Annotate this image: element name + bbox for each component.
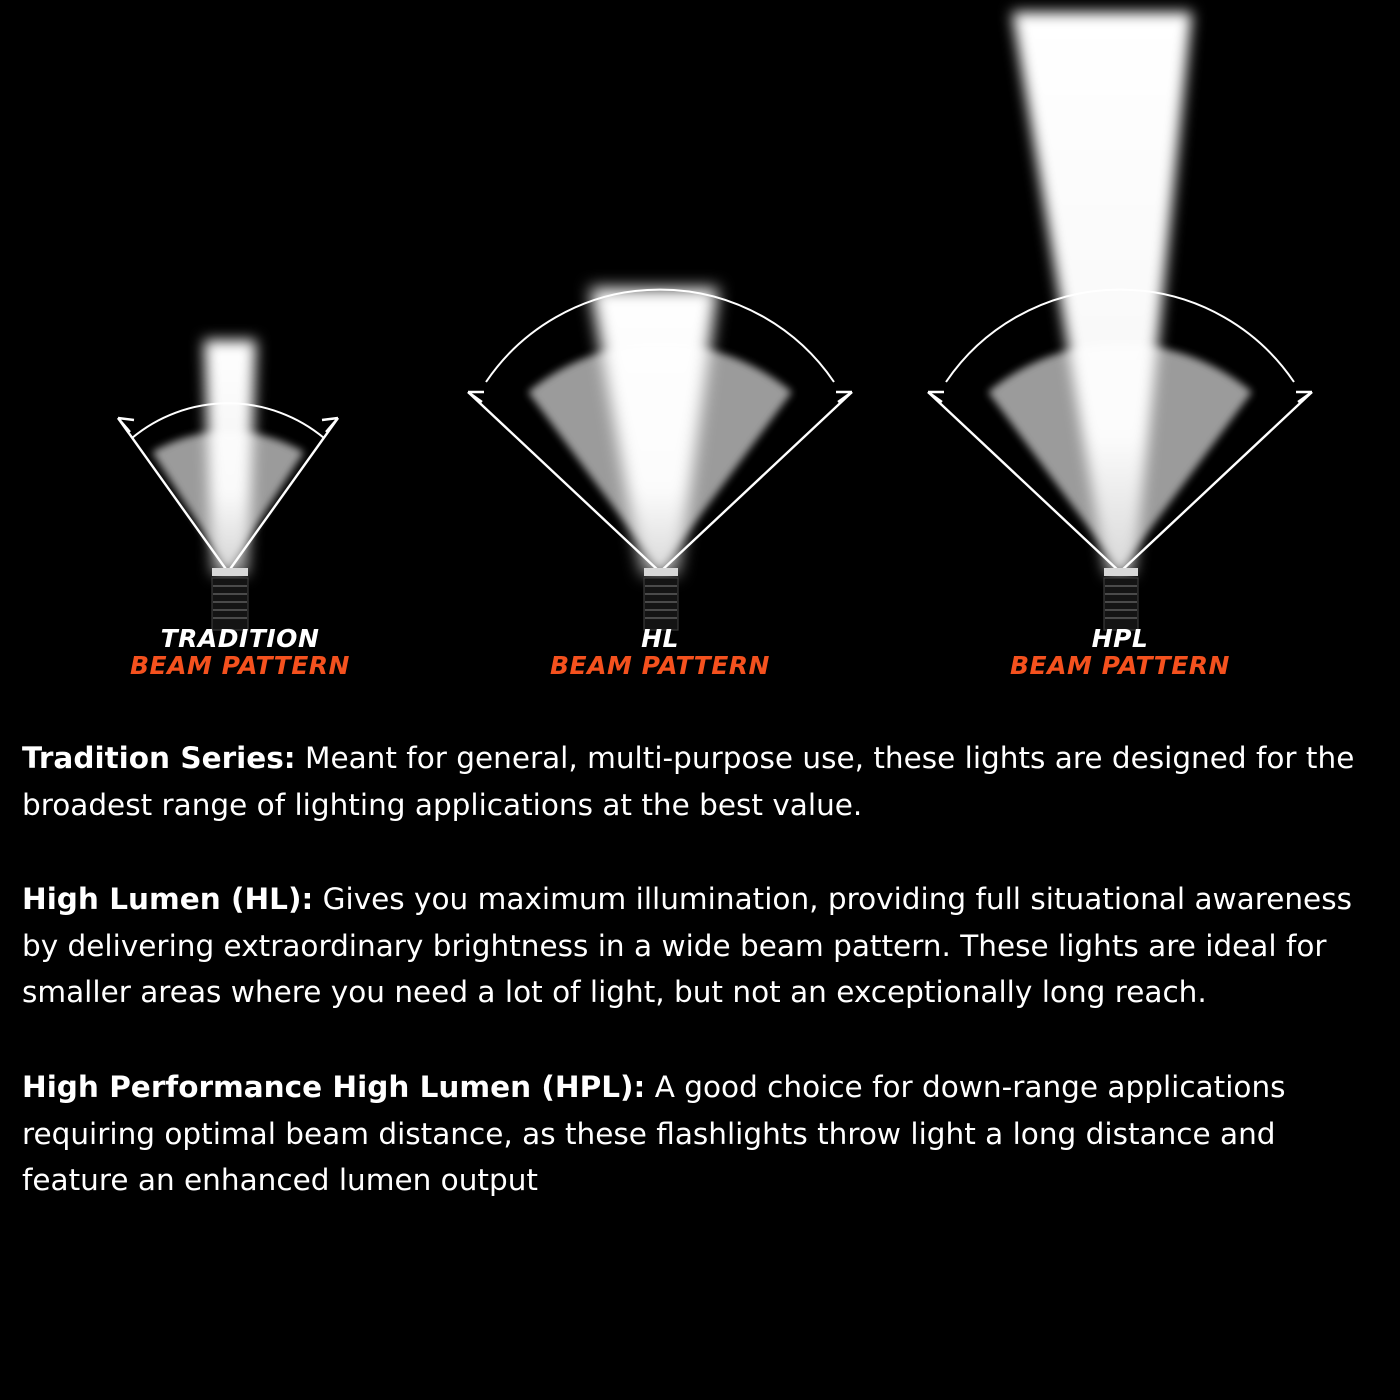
beam-label-title: HPL [1091, 624, 1149, 653]
beam-label-subtitle: BEAM PATTERN [130, 651, 350, 680]
beam-figure-hl-graphic [450, 0, 870, 710]
beam-figure-hpl [910, 0, 1330, 710]
paragraph-hpl [22, 1064, 1382, 1204]
center-beam [204, 340, 256, 575]
beam-figure-hpl-graphic [910, 0, 1330, 710]
beam-label-subtitle: BEAM PATTERN [1010, 651, 1230, 680]
description-block [22, 735, 1382, 1204]
beam-label-title: TRADITION [160, 624, 320, 653]
beam-figure-tradition-graphic [60, 0, 420, 710]
flashlight-body [644, 568, 678, 630]
beam-label-title: HL [641, 624, 679, 653]
paragraph-hl [22, 876, 1382, 1016]
paragraph-lead: High Performance High Lumen (HPL): [22, 1070, 646, 1105]
paragraph-body: Gives you maximum illumination, providing full situational awareness by delivering extraordinary brightness in a wide beam pattern. These lights are ideal for smaller areas where you need a lot of light, but not an exceptionally long reach. [22, 882, 1352, 1010]
flashlight-body [1104, 568, 1138, 630]
paragraph-body: A good choice for down-range applications requiring optimal beam distance, as these flashlights throw light a long distance and feature an enhanced lumen output [22, 1070, 1286, 1198]
paragraph-lead: Tradition Series: [22, 741, 296, 775]
beam-figure-tradition [60, 0, 420, 710]
beam-label-hl [450, 625, 870, 679]
flashlight-body [212, 568, 248, 630]
beam-label-subtitle: BEAM PATTERN [550, 651, 770, 680]
paragraph-tradition [22, 735, 1382, 828]
paragraph-body: Meant for general, multi-purpose use, these lights are designed for the broadest range of lighting applications at the best value. [22, 741, 1355, 822]
paragraph-lead: High Lumen (HL): [22, 882, 314, 917]
beam-figure-hl [450, 0, 870, 710]
beam-label-tradition [60, 625, 420, 679]
beam-label-hpl [910, 625, 1330, 679]
